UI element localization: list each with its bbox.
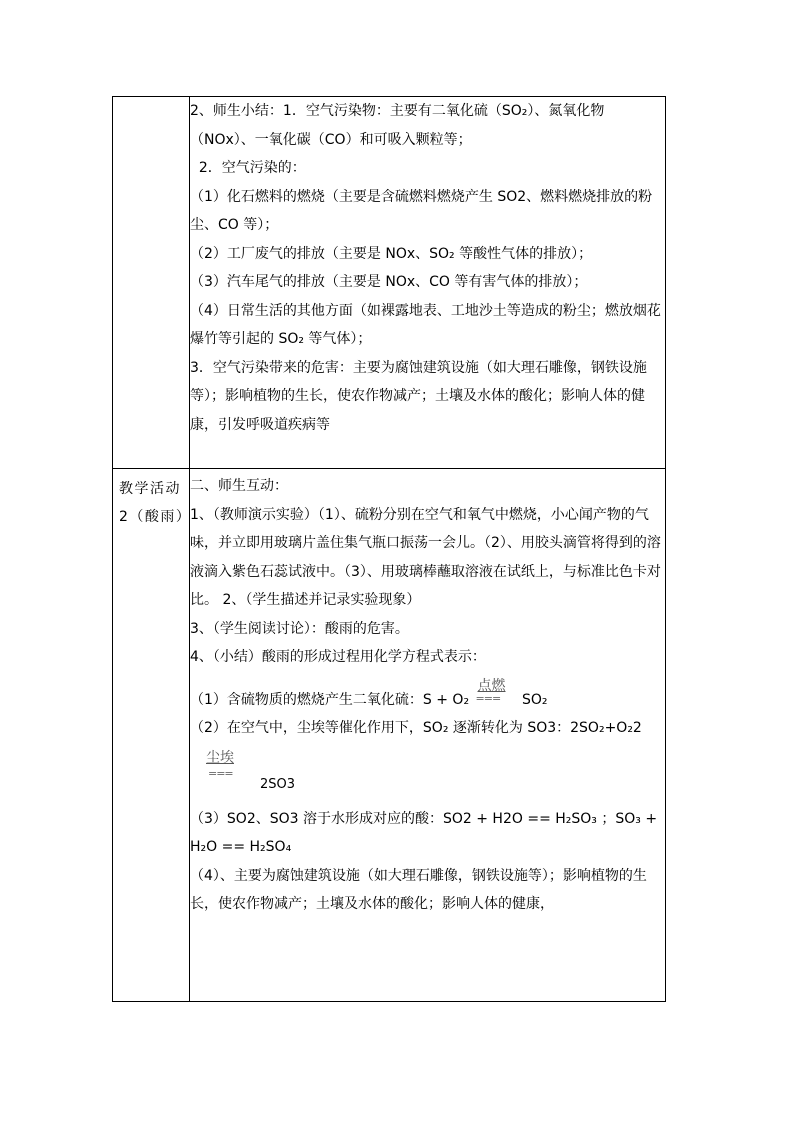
lesson-plan-table <box>112 96 666 1002</box>
activity-content-cell <box>190 469 666 1002</box>
condition-ignite: 点燃 <box>477 677 506 694</box>
experiment-paragraph: 1、（教师演示实验）（1）、硫粉分别在空气和氧气中燃烧，小心闻产物的气味，并立即用玻璃片盖住集气瓶口振荡一会儿。（2）、用胶头滴管将得到的溶液滴入紫色石蕊试液中。（3）、用玻璃棒蘸取溶液在试纸上，与标准比色卡对比。 2、（学生描述并记录实验现象） <box>190 506 661 608</box>
table-row <box>113 97 666 469</box>
summary-intro: 4、（小结）酸雨的形成过程用化学方程式表示： <box>190 649 486 665</box>
activity-label-cell <box>113 469 190 1002</box>
table-row <box>113 469 666 1002</box>
activity-label: 教学活动2（酸雨） <box>119 481 192 525</box>
row-label-empty <box>113 97 190 469</box>
summary-line-3: （1）化石燃料的燃烧（主要是含硫燃料燃烧产生 SO2、燃料燃烧排放的粉尘、CO 等）； <box>190 188 653 233</box>
equation-1 <box>190 677 665 715</box>
equation-1-text: （1）含硫物质的燃烧产生二氧化硫：S + O₂ <box>190 691 470 708</box>
summary-line-4: （2）工厂废气的排放（主要是 NOx、SO₂ 等酸性气体的排放）； <box>190 245 593 262</box>
summary-cell <box>190 97 666 469</box>
equals-sign: === <box>208 766 233 780</box>
equation-2-product: 2SO3 <box>260 776 296 792</box>
condition-dust: 尘埃 <box>206 749 234 766</box>
equation-1-product: SO₂ <box>521 691 548 708</box>
equation-3: （3）SO2、SO3 溶于水形成对应的酸：SO2 + H2O == H₂SO₃ ；SO₃ + H₂O == H₂SO₄ <box>190 810 658 855</box>
summary-line-2: 2．空气污染的： <box>190 160 306 176</box>
equation-2-condition <box>190 743 665 799</box>
equals-sign: === <box>475 691 501 705</box>
hazards-paragraph: （4）、主要为腐蚀建筑设施（如大理石雕像，钢铁设施等）；影响植物的生长，使农作物减产；土壤及水体的酸化；影响人体的健康， <box>190 867 647 912</box>
discussion-paragraph: 3、（学生阅读讨论）：酸雨的危害。 <box>190 620 409 637</box>
section-heading: 二、师生互动： <box>190 478 288 494</box>
equation-2: （2）在空气中，尘埃等催化作用下，SO₂ 逐渐转化为 SO3：2SO₂+O₂2 <box>190 720 642 736</box>
summary-line-5: （3）汽车尾气的排放（主要是 NOx、CO 等有害气体的排放）； <box>190 274 588 290</box>
reaction-condition <box>474 677 518 710</box>
summary-line-6: （4）日常生活的其他方面（如裸露地表、工地沙土等造成的粉尘；燃放烟花爆竹等引起的 SO₂ 等气体）； <box>190 302 661 347</box>
summary-line-1: 2、师生小结：1．空气污染物：主要有二氧化硫（SO₂）、氮氧化物（NOx）、一氧化碳（CO）和可吸入颗粒等； <box>190 103 605 148</box>
summary-line-7: 3．空气污染带来的危害：主要为腐蚀建筑设施（如大理石雕像，钢铁设施等）；影响植物的生长，使农作物减产；土壤及水体的酸化；影响人体的健康，引发呼吸道疾病等 <box>190 359 647 433</box>
